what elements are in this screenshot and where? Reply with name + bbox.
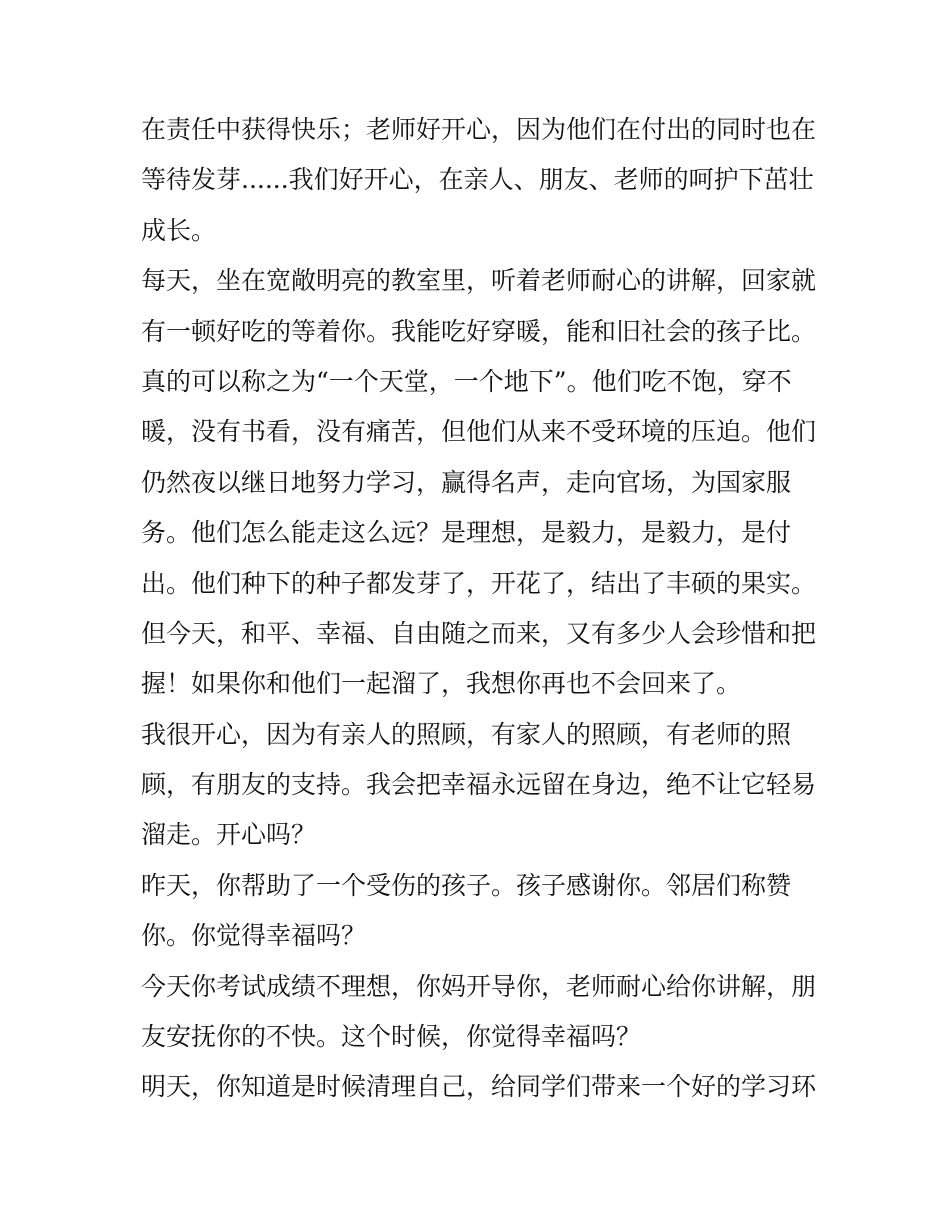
text-line: 暖，没有书看，没有痛苦，但他们从来不受环境的压迫。他们 xyxy=(141,417,817,447)
text-line: 我很开心，因为有亲人的照顾，有家人的照顾，有老师的照 xyxy=(141,719,792,749)
text-line: 出。他们种下的种子都发芽了，开花了，结出了丰硕的果实。 xyxy=(141,568,817,598)
text-line: 明天，你知道是时候清理自己，给同学们带来一个好的学习环 xyxy=(141,1072,817,1102)
text-line: 仍然夜以继日地努力学习，赢得名声，走向官场，为国家服 xyxy=(141,467,792,497)
text-line: 务。他们怎么能走这么远？是理想，是毅力，是毅力，是付 xyxy=(141,518,792,548)
text-line: 顾，有朋友的支持。我会把幸福永远留在身边，绝不让它轻易 xyxy=(141,770,817,800)
text-line: 等待发芽......我们好开心，在亲人、朋友、老师的呵护下茁壮 xyxy=(141,165,814,195)
text-line: 但今天，和平、幸福、自由随之而来，又有多少人会珍惜和把 xyxy=(141,618,817,648)
text-line: 溜走。开心吗？ xyxy=(141,820,317,850)
text-line: 每天，坐在宽敞明亮的教室里，听着老师耐心的讲解，回家就 xyxy=(141,266,817,296)
text-line: 真的可以称之为“一个天堂，一个地下”。他们吃不饱，穿不 xyxy=(141,366,792,396)
text-line: 在责任中获得快乐；老师好开心，因为他们在付出的同时也在 xyxy=(141,115,817,144)
text-line: 成长。 xyxy=(141,215,217,245)
text-line: 你。你觉得幸福吗？ xyxy=(141,921,367,951)
text-line: 握！如果你和他们一起溜了，我想你再也不会回来了。 xyxy=(141,669,742,699)
text-line: 昨天，你帮助了一个受伤的孩子。孩子感谢你。邻居们称赞 xyxy=(141,870,792,900)
text-line: 今天你考试成绩不理想，你妈开导你，老师耐心给你讲解，朋 xyxy=(141,971,817,1001)
text-line: 友安抚你的不快。这个时候，你觉得幸福吗？ xyxy=(141,1022,642,1052)
text-line: 有一顿好吃的等着你。我能吃好穿暖，能和旧社会的孩子比。 xyxy=(141,316,817,346)
body-text xyxy=(141,105,821,1113)
